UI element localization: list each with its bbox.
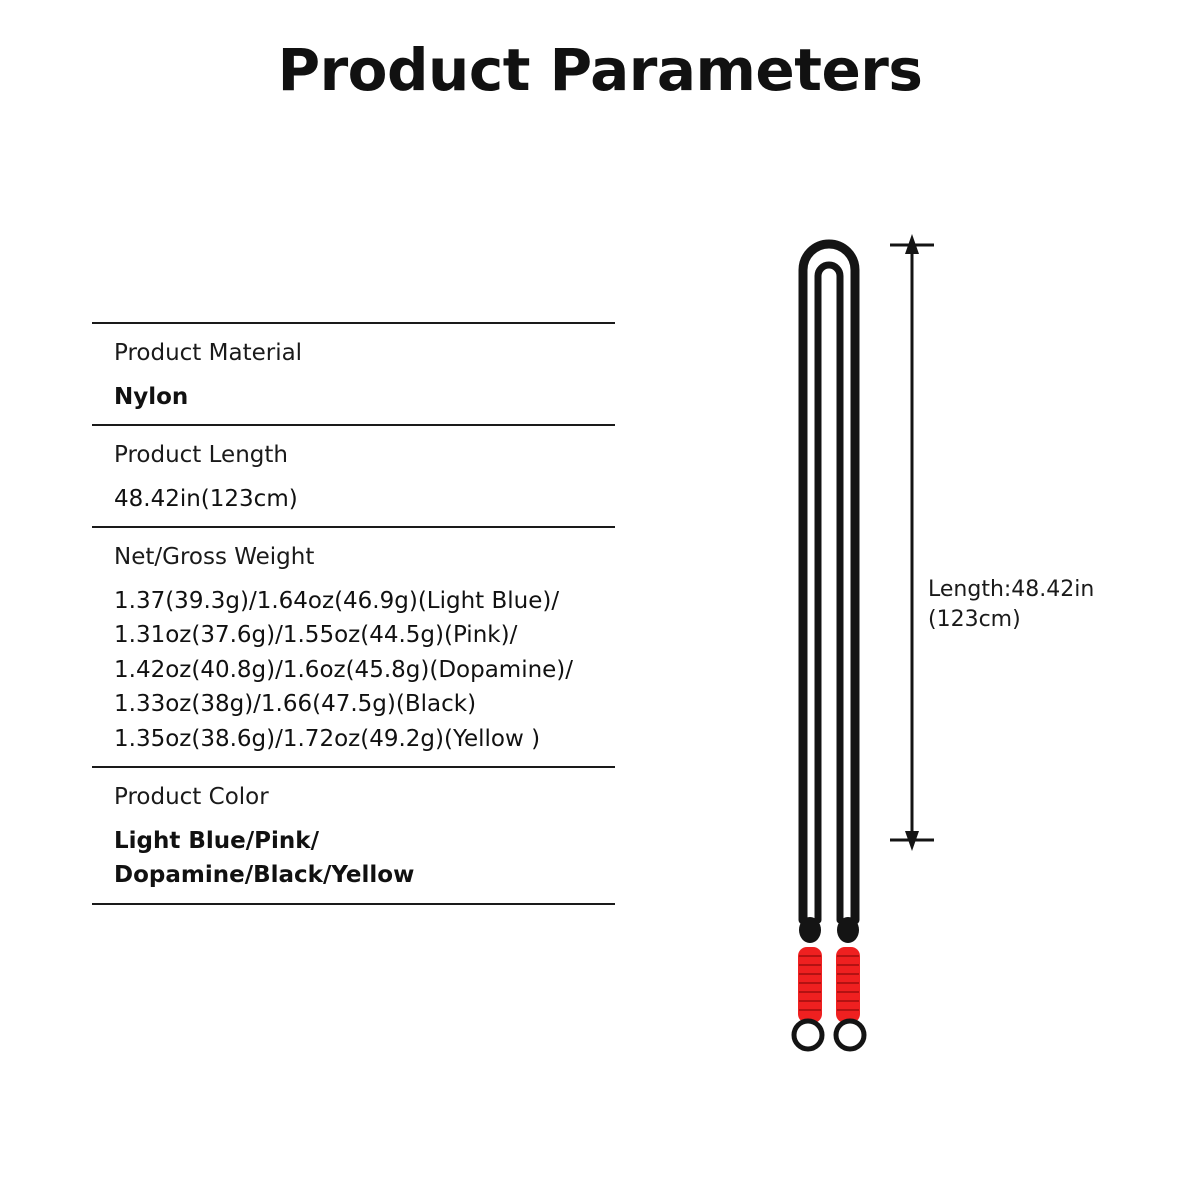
table-row: [92, 766, 615, 905]
resistance-band-illustration: [700, 190, 1140, 1090]
dimension-arrow: [890, 234, 934, 851]
spec-value-line: Light Blue/Pink/: [114, 827, 319, 854]
spec-label-weight: Net/Gross Weight: [114, 544, 315, 570]
spec-value-line: Dopamine/Black/Yellow: [114, 862, 415, 888]
table-row: [92, 526, 615, 766]
spec-value-line: 1.35oz(38.6g)/1.72oz(49.2g)(Yellow ): [114, 725, 541, 752]
spec-value-line: 48.42in(123cm): [114, 485, 298, 512]
spec-value-material: [114, 380, 615, 415]
product-photo: [700, 190, 1140, 1090]
spec-label-length: Product Length: [114, 442, 288, 468]
cord-loop-outer: [803, 244, 855, 920]
cord-loop-inner: [818, 265, 840, 920]
grip-left: [798, 947, 822, 1023]
spec-value-line: 1.31oz(37.6g)/1.55oz(44.5g)(Pink)/: [114, 622, 518, 648]
table-row: [92, 322, 615, 424]
metal-ring-right: [836, 1021, 864, 1049]
dimension-caption-line: Length:48.42in: [928, 577, 1095, 602]
dimension-caption: [928, 575, 1133, 636]
cord-stopper-right: [837, 917, 859, 943]
table-row: [92, 424, 615, 526]
spec-label-color: Product Color: [114, 784, 269, 810]
spec-value-line: 1.33oz(38g)/1.66(47.5g)(Black): [114, 691, 477, 717]
spec-value-line: 1.37(39.3g)/1.64oz(46.9g)(Light Blue)/: [114, 587, 560, 614]
grip-right: [836, 947, 860, 1023]
page-title: Product Parameters: [277, 36, 923, 104]
dimension-caption-line: (123cm): [928, 607, 1021, 633]
cord-stopper-left: [799, 917, 821, 943]
spec-value-length: [114, 482, 615, 517]
spec-value-line: 1.42oz(40.8g)/1.6oz(45.8g)(Dopamine)/: [114, 656, 574, 683]
product-parameters-table: [92, 322, 615, 905]
spec-value-weight: [114, 584, 615, 757]
spec-value-color: [114, 824, 615, 893]
spec-value-line: Nylon: [114, 383, 189, 410]
spec-label-material: Product Material: [114, 340, 303, 366]
metal-ring-left: [794, 1021, 822, 1049]
